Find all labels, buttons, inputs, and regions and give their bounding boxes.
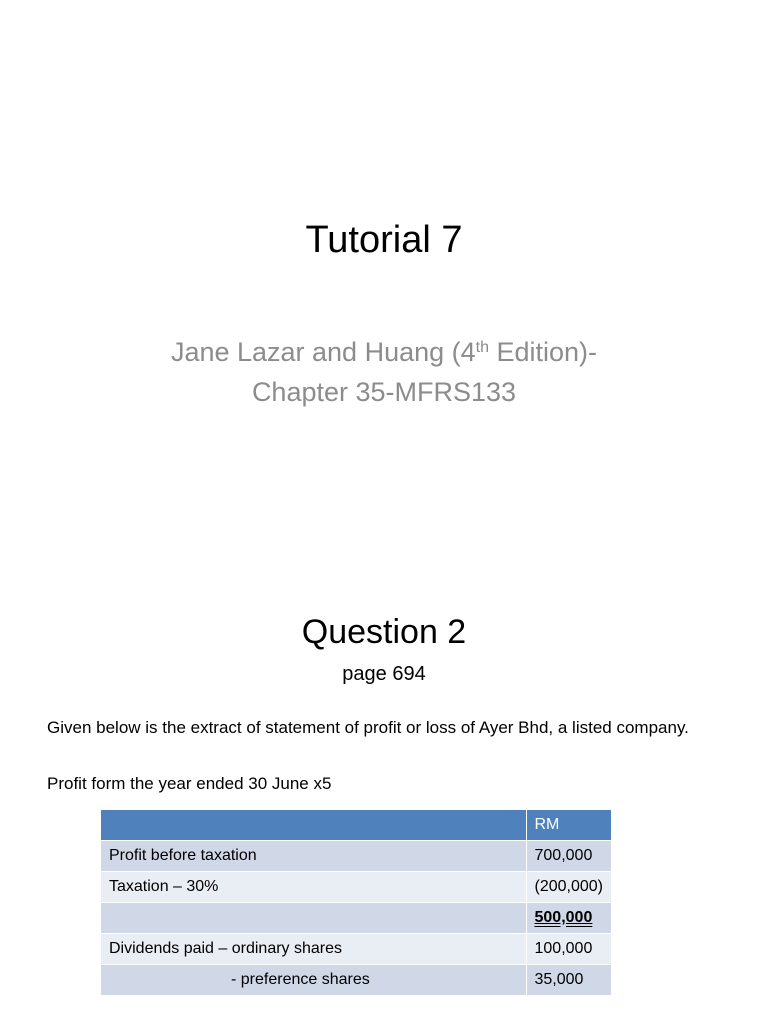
table-cell-label xyxy=(101,903,527,934)
table-cell-value: 700,000 xyxy=(526,841,612,872)
table-cell-label: Dividends paid – ordinary shares xyxy=(101,934,527,965)
table-header-row xyxy=(101,810,612,841)
table-row xyxy=(101,872,612,903)
profit-loss-table xyxy=(100,809,612,996)
table-cell-label: Taxation – 30% xyxy=(101,872,527,903)
table-cell-value xyxy=(526,903,612,934)
period-label: Profit form the year ended 30 June x5 xyxy=(47,774,332,793)
table-cell-value: (200,000) xyxy=(526,872,612,903)
subtitle-line-1 xyxy=(0,332,768,372)
slide-subtitle xyxy=(0,332,768,412)
table-row xyxy=(101,965,612,996)
subtitle-text-start: Jane Lazar and Huang (4 xyxy=(170,337,476,367)
table-cell-label: - preference shares xyxy=(101,965,527,996)
subtotal-value: 500,000 xyxy=(534,909,593,926)
table-row xyxy=(101,903,612,934)
table-cell-label: Profit before taxation xyxy=(101,841,527,872)
table-row xyxy=(101,934,612,965)
subtitle-line-2: Chapter 35-MFRS133 xyxy=(251,377,517,407)
question-paragraph: Given below is the extract of statement of profit or loss of Ayer Bhd, a listed company. xyxy=(47,718,689,737)
table-row xyxy=(101,841,612,872)
page-reference: page 694 xyxy=(342,663,426,685)
table-header-cell xyxy=(101,810,527,841)
table-header-cell: RM xyxy=(526,810,612,841)
question-title: Question 2 xyxy=(301,613,467,651)
table-cell-value: 100,000 xyxy=(526,934,612,965)
subtitle-text-end: Edition)- xyxy=(489,337,598,367)
slide-title: Tutorial 7 xyxy=(305,219,463,261)
table-cell-value: 35,000 xyxy=(526,965,612,996)
subtitle-superscript: th xyxy=(475,339,489,356)
